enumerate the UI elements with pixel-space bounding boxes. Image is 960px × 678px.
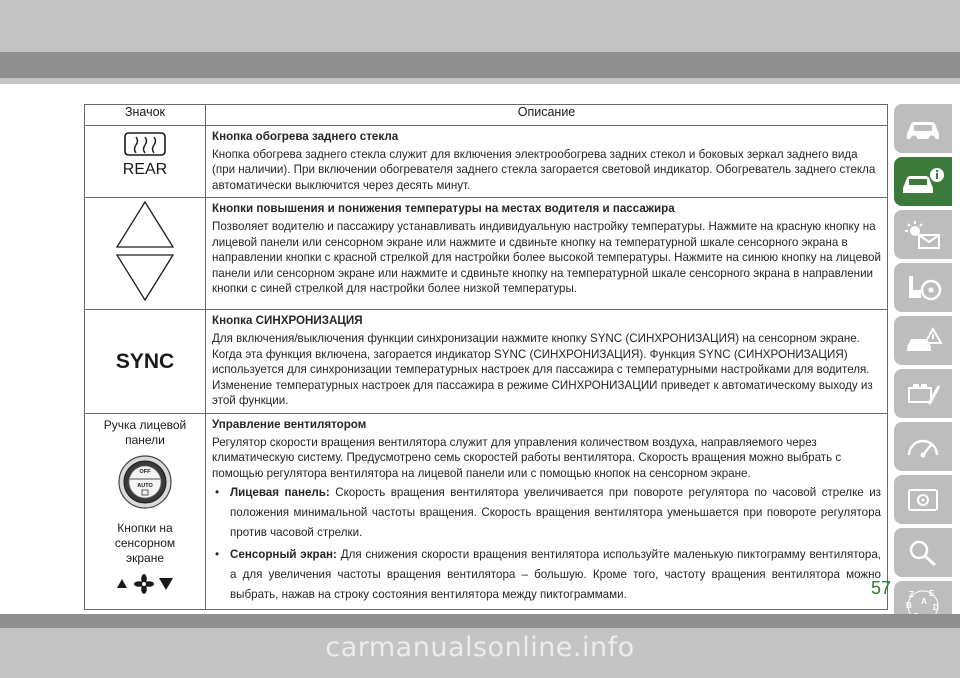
header-description: Описание xyxy=(206,105,888,126)
svg-text:E: E xyxy=(929,588,935,598)
specifications-gauge-icon xyxy=(903,431,943,463)
car-overview-icon xyxy=(903,114,943,144)
icon-cell xyxy=(85,126,206,198)
multimedia-icon xyxy=(903,484,943,516)
sync-icon: SYNC xyxy=(115,349,175,373)
header-icon: Значок xyxy=(85,105,206,126)
description-cell xyxy=(206,413,888,609)
description-cell xyxy=(206,198,888,310)
table-row xyxy=(85,126,888,198)
car-info-icon xyxy=(901,166,945,198)
bullet-item: • Сенсорный экран: Для снижения скорости вращения вентилятора используйте маленькую пиктограмму вентилятора, а для увеличения частоты вращения вентилятора – большую. Кроме того, частоту вращения вентилятора можно выбрать, нажав на строку состояния вентилятора между пиктограммами. xyxy=(215,548,881,602)
fan-speed-buttons-icon xyxy=(113,570,177,596)
watermark: carmanualsonline.info xyxy=(325,632,635,663)
tab-car-overview[interactable] xyxy=(894,104,952,153)
table-row xyxy=(85,413,888,609)
tab-car-info[interactable] xyxy=(894,157,952,206)
search-index-icon xyxy=(903,537,943,569)
knob-auto-text: AUTO xyxy=(137,482,153,489)
faceplate-knob-label: Ручка лицевой панели xyxy=(103,417,187,447)
row-title: Кнопки повышения и понижения температуры на местах водителя и пассажира xyxy=(212,202,675,216)
table-row xyxy=(85,198,888,310)
rear-icon-text: REAR xyxy=(122,161,168,178)
description-cell xyxy=(206,310,888,414)
row-title: Кнопка СИНХРОНИЗАЦИЯ xyxy=(212,314,363,328)
temperature-up-icon xyxy=(117,202,173,247)
table-header-row xyxy=(85,105,888,126)
table-row xyxy=(85,310,888,414)
tab-multimedia[interactable] xyxy=(894,475,952,524)
bullet-text: Скорость вращения вентилятора увеличивается при повороте регулятора по часовой стрелке из положения минимальной частоты вращения. Скорость вращения вентилятора уменьшается при повороте регулятора против часовой стрелки. xyxy=(230,486,881,540)
icon-cell xyxy=(85,198,206,310)
warning-hazard-icon xyxy=(903,325,943,357)
tab-lights-message[interactable] xyxy=(894,210,952,259)
tab-warning-hazard[interactable] xyxy=(894,316,952,365)
top-band xyxy=(0,0,960,84)
tab-seat-steering[interactable] xyxy=(894,263,952,312)
chapter-tabs xyxy=(894,104,952,634)
temperature-arrows-icon xyxy=(113,199,177,303)
svg-text:Z: Z xyxy=(909,589,914,599)
icon-cell xyxy=(85,310,206,414)
lights-message-icon xyxy=(903,219,943,251)
rear-defrost-icon xyxy=(115,129,175,179)
description-cell xyxy=(206,126,888,198)
controls-table xyxy=(84,104,888,610)
bullet-item: • Лицевая панель: Скорость вращения вентилятора увеличивается при повороте регулятора по часовой стрелке из положения минимальной частоты вращения. Скорость вращения вентилятора уменьшается при повороте регулятора против часовой стрелки. xyxy=(215,486,881,540)
fan-knob-icon xyxy=(117,454,173,510)
row-text: Регулятор скорости вращения вентилятора служит для управления количеством воздуха, направляемого через климатическую систему. Предусмотрено семь скоростей работы вентилятора. Скорость вращения можно выбрать с помощью регулятора вентилятора на лицевой панели или с помощью кнопок на сенсорном экране. xyxy=(212,435,842,480)
row-title: Кнопка обогрева заднего стекла xyxy=(212,130,399,143)
row-text: Для включения/выключения функции синхронизации нажмите кнопку SYNC (СИНХРОНИЗАЦИЯ) на сенсорном экране. Когда эта функция включена, загорается индикатор SYNC (СИНХРОНИЗАЦИЯ). Функция SYNC (СИНХРОНИЗАЦИЯ) используется для синхронизации температурных настроек для пассажира с температурными настройками для водителя. Изменение температурных настроек для пассажира в режиме СИНХРОНИЗАЦИИ приведет к автоматическому выходу из этой функции. xyxy=(212,331,873,408)
maintenance-tools-icon xyxy=(903,378,943,410)
tab-maintenance-tools[interactable] xyxy=(894,369,952,418)
svg-text:A: A xyxy=(921,596,927,606)
row-text: Кнопка обогрева заднего стекла служит для включения электрообогрева задних стекол и боковых зеркал заднего вида (при наличии). При включении обогревателя заднего стекла загорается световой индикатор. Обогреватель заднего стекла автоматически выключится через десять минут. xyxy=(212,147,876,192)
page-number: 57 xyxy=(870,578,892,598)
touchscreen-buttons-label: Кнопки на сенсорном экране xyxy=(114,520,176,565)
svg-text:D: D xyxy=(933,602,939,612)
bullet-text: Для снижения скорости вращения вентилятора используйте маленькую пиктограмму вентилятора, а для увеличения частоты вращения вентилятора – большую. Кроме того, частоту вращения вентилятора можно выбрать, нажав на строку состояния вентилятора между пиктограммами. xyxy=(230,548,881,602)
tab-search-index[interactable] xyxy=(894,528,952,577)
tab-specifications-gauge[interactable] xyxy=(894,422,952,471)
knob-off-text: OFF xyxy=(139,468,151,475)
svg-text:B: B xyxy=(906,600,912,610)
bullet-label: Сенсорный экран: xyxy=(230,548,337,562)
temperature-down-icon xyxy=(117,255,173,300)
icon-cell xyxy=(85,413,206,609)
row-text: Позволяет водителю и пассажиру устанавливать индивидуальную настройку температуры. Нажмите на красную кнопку на лицевой панели или сенсорном экране или нажмите и сдвиньте кнопку на температурной шкале сенсорного экрана в направлении кнопки с красной стрелкой для настройки более высокой температуры. Нажмите на синюю кнопку на лицевой панели или сенсорном экране или нажмите и сдвиньте кнопку на температурной шкале сенсорного экрана в направлении кнопки с синей стрелкой для настройки более низкой температуры. xyxy=(212,219,881,296)
row-title: Управление вентилятором xyxy=(212,417,367,431)
bullet-label: Лицевая панель: xyxy=(230,486,330,500)
seat-steering-icon xyxy=(903,272,943,304)
